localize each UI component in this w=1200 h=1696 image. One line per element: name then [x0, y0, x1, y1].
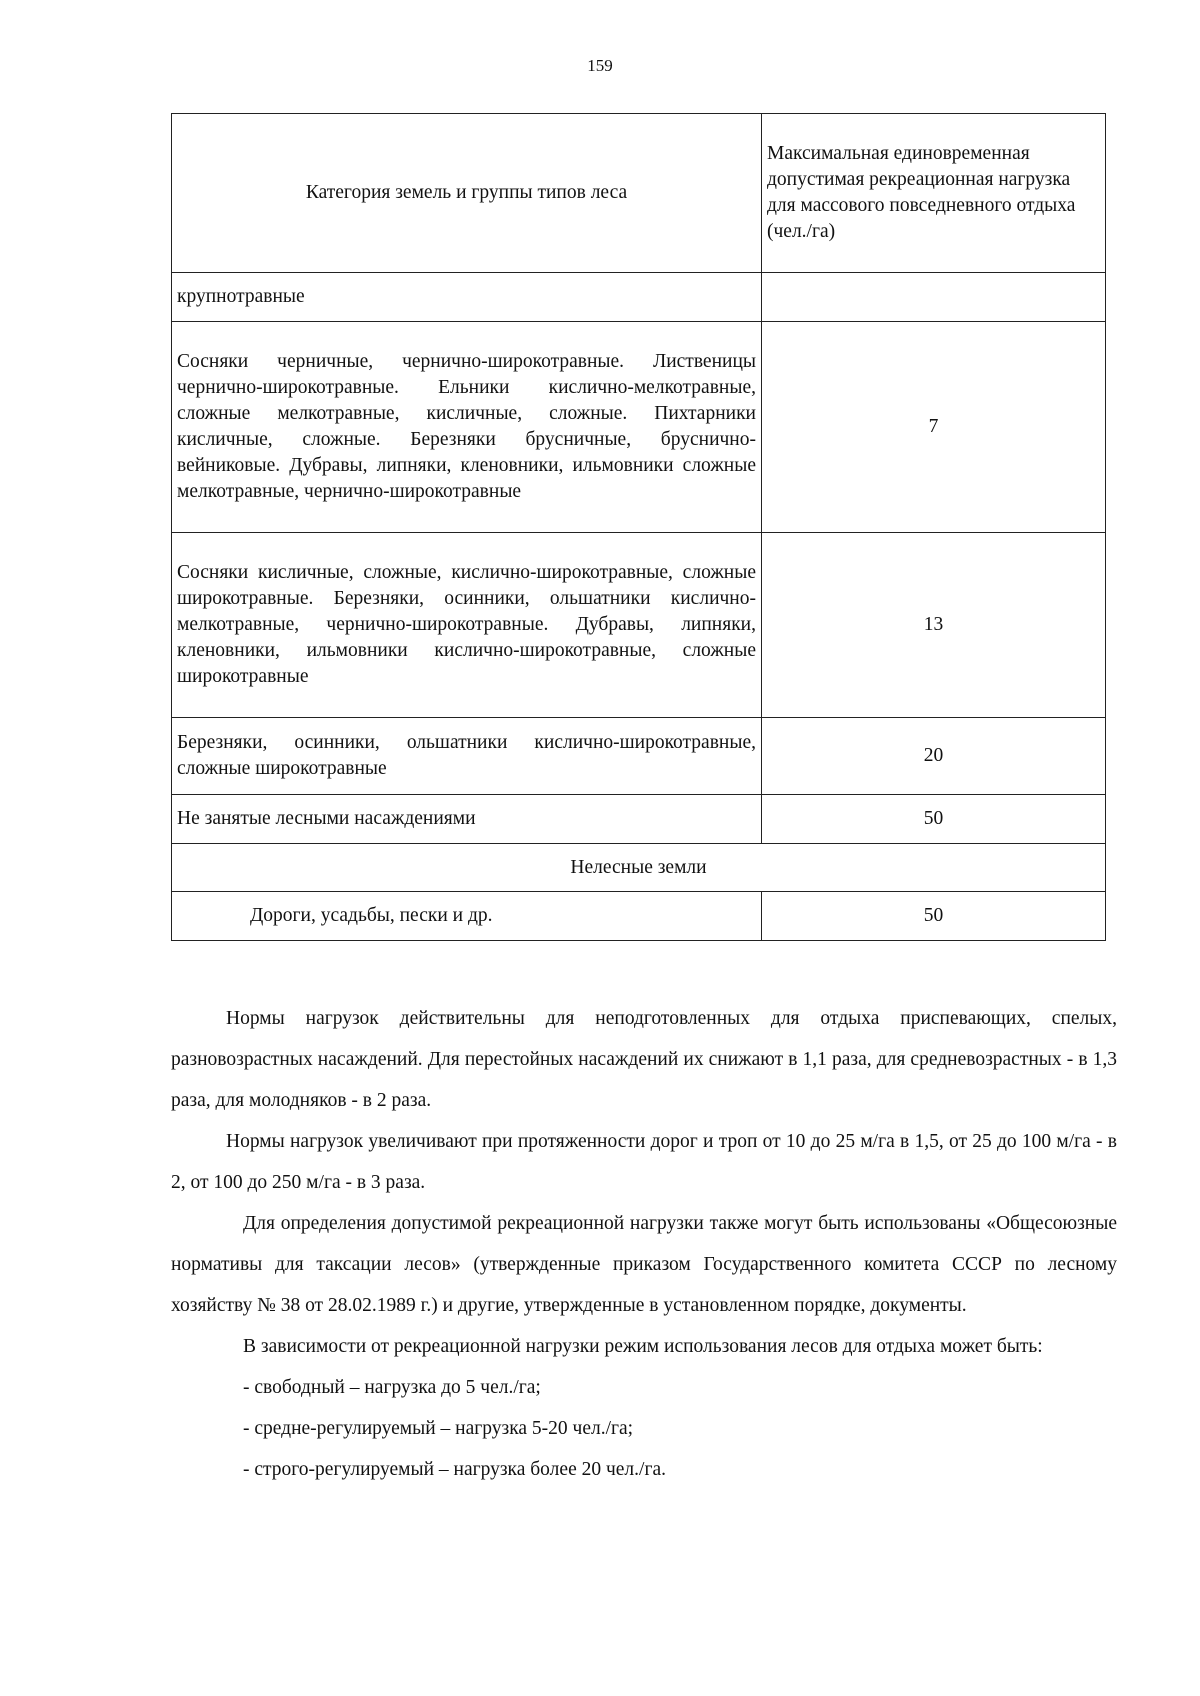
list-item: - свободный – нагрузка до 5 чел./га;	[243, 1377, 541, 1398]
paragraph: Нормы нагрузок действительны для неподготовленных для отдыха приспевающих, спелых, разновозрастных насаждений. Для перестойных насаждений их снижают в 1,1 раза, для средневозрастных - в 1,3 раза, для молодняков - в 2 раза.	[171, 1008, 1117, 1111]
table-header-row	[172, 114, 1106, 273]
row-category: крупнотравные	[172, 273, 762, 322]
list-item: - строго-регулируемый – нагрузка более 20 чел./га.	[243, 1459, 666, 1480]
table-row	[172, 718, 1106, 795]
row-category: Сосняки черничные, чернично-широкотравные. Лиственицы чернично-широкотравные. Ельники кислично-мелкотравные, сложные мелкотравные, кисличные, сложные. Пихтарники кисличные, сложные. Березняки брусничные, бруснично-вейниковые. Дубравы, липняки, кленовники, ильмовники сложные мелкотравные, чернично-широкотравные	[172, 322, 762, 533]
section-title: Нелесные земли	[172, 844, 1106, 892]
row-value: 50	[762, 892, 1106, 941]
row-category: Дороги, усадьбы, пески и др.	[172, 892, 762, 941]
row-value	[762, 273, 1106, 322]
row-value: 50	[762, 795, 1106, 844]
paragraph: Для определения допустимой рекреационной нагрузки также могут быть использованы «Общесоюзные нормативы для таксации лесов» (утвержденные приказом Государственного комитета СССР по лесному хозяйству № 38 от 28.02.1989 г.) и другие, утвержденные в установленном порядке, документы.	[171, 1213, 1117, 1316]
table-row	[172, 892, 1106, 941]
paragraph: Нормы нагрузок увеличивают при протяженности дорог и троп от 10 до 25 м/га в 1,5, от 25 до 100 м/га - в 2, от 100 до 250 м/га - в 3 раза.	[171, 1131, 1117, 1193]
row-category: Березняки, осинники, ольшатники кислично-широкотравные, сложные широкотравные	[172, 718, 762, 795]
row-category: Сосняки кисличные, сложные, кислично-широкотравные, сложные широкотравные. Березняки, осинники, ольшатники кислично-мелкотравные, чернично-широкотравные. Дубравы, липняки, кленовники, ильмовники кислично-широкотравные, сложные широкотравные	[172, 533, 762, 718]
recreational-load-table	[171, 113, 1106, 941]
paragraph: В зависимости от рекреационной нагрузки режим использования лесов для отдыха может быть:	[243, 1336, 1043, 1357]
header-category: Категория земель и группы типов леса	[172, 114, 762, 273]
row-value: 7	[762, 322, 1106, 533]
row-value: 20	[762, 718, 1106, 795]
body-text	[171, 998, 1117, 1490]
row-category: Не занятые лесными насаждениями	[172, 795, 762, 844]
table-row	[172, 795, 1106, 844]
list-item: - средне-регулируемый – нагрузка 5-20 чел./га;	[243, 1418, 634, 1439]
table-section-row	[172, 844, 1106, 892]
header-max-load: Максимальная единовременная допустимая рекреационная нагрузка для массового повседневного отдыха (чел./га)	[762, 114, 1106, 273]
table-row	[172, 322, 1106, 533]
page-number: 159	[587, 56, 613, 75]
row-value: 13	[762, 533, 1106, 718]
table-row	[172, 273, 1106, 322]
table-row	[172, 533, 1106, 718]
